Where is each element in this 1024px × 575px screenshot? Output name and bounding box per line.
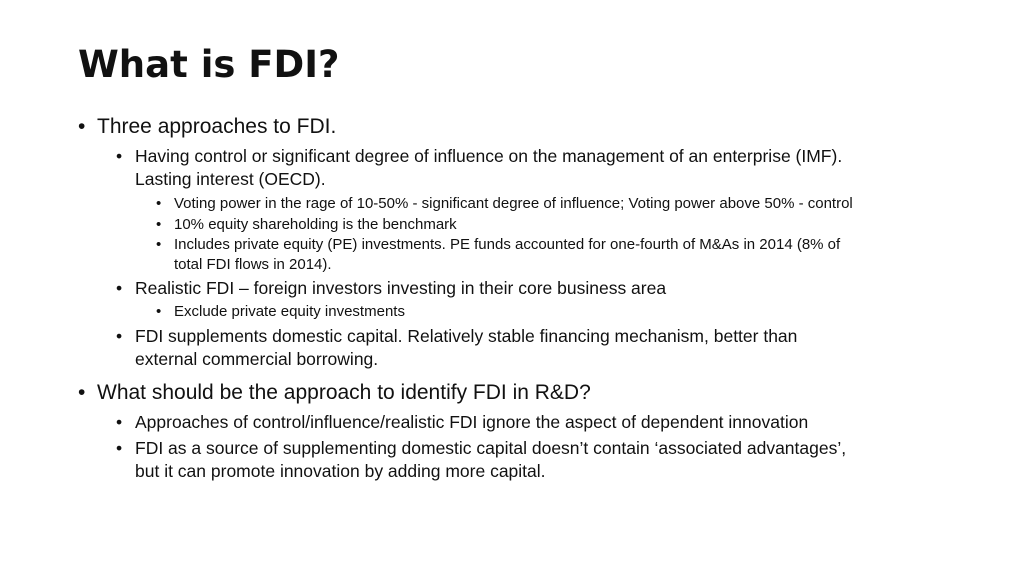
bullet-item-level-3 (0, 194, 1024, 214)
bullet-text: Having control or significant degree of influence on the management of an enterprise (IMF). (135, 146, 843, 166)
bullet-icon: • (116, 278, 123, 298)
bullet-text: external commercial borrowing. (135, 348, 379, 369)
bullet-text: Lasting interest (OECD). (135, 169, 326, 189)
bullet-text: Approaches of control/influence/realistic FDI ignore the aspect of dependent innovation (135, 411, 809, 432)
bullet-item-level-2 (0, 325, 1024, 371)
bullet-text: FDI supplements domestic capital. Relatively stable financing mechanism, better than (135, 325, 798, 346)
bullet-icon: • (116, 437, 123, 458)
slide-title: What is FDI? (78, 43, 340, 86)
bullet-item-level-2 (0, 411, 1024, 434)
bullet-item-level-1 (0, 378, 1024, 408)
bullet-icon: • (116, 325, 123, 346)
bullet-icon: • (156, 215, 162, 233)
bullet-icon: • (116, 146, 123, 166)
bullet-text: total FDI flows in 2014). (174, 255, 332, 273)
bullet-item-level-3 (0, 215, 1024, 235)
bullet-text: Exclude private equity investments (174, 303, 405, 320)
bullet-icon: • (78, 380, 86, 404)
bullet-text: What should be the approach to identify FDI in R&D? (97, 380, 591, 404)
bullet-item-level-2 (0, 145, 1024, 191)
bullet-item-level-1 (0, 112, 1024, 142)
bullet-icon: • (78, 115, 86, 138)
bullet-item-level-2 (0, 437, 1024, 483)
bullet-text: Includes private equity (PE) investments. PE funds accounted for one-fourth of M&As in 2014 (8% of (174, 236, 841, 253)
bullet-icon: • (156, 303, 162, 320)
bullet-list (0, 112, 1024, 483)
bullet-icon: • (116, 411, 123, 432)
bullet-item-level-3 (0, 302, 1024, 322)
bullet-text: FDI as a source of supplementing domestic capital doesn’t contain ‘associated advantages’, (135, 437, 847, 458)
bullet-text: Realistic FDI – foreign investors investing in their core business area (135, 278, 667, 298)
bullet-text: Voting power in the rage of 10-50% - significant degree of influence; Voting power above 50% - control (174, 195, 853, 212)
bullet-text: 10% equity shareholding is the benchmark (174, 215, 457, 233)
bullet-item-level-3 (0, 235, 1024, 274)
bullet-icon: • (156, 195, 162, 212)
bullet-item-level-2 (0, 277, 1024, 300)
bullet-icon: • (156, 236, 162, 253)
bullet-text: Three approaches to FDI. (97, 115, 337, 138)
bullet-text: but it can promote innovation by adding more capital. (135, 460, 546, 481)
